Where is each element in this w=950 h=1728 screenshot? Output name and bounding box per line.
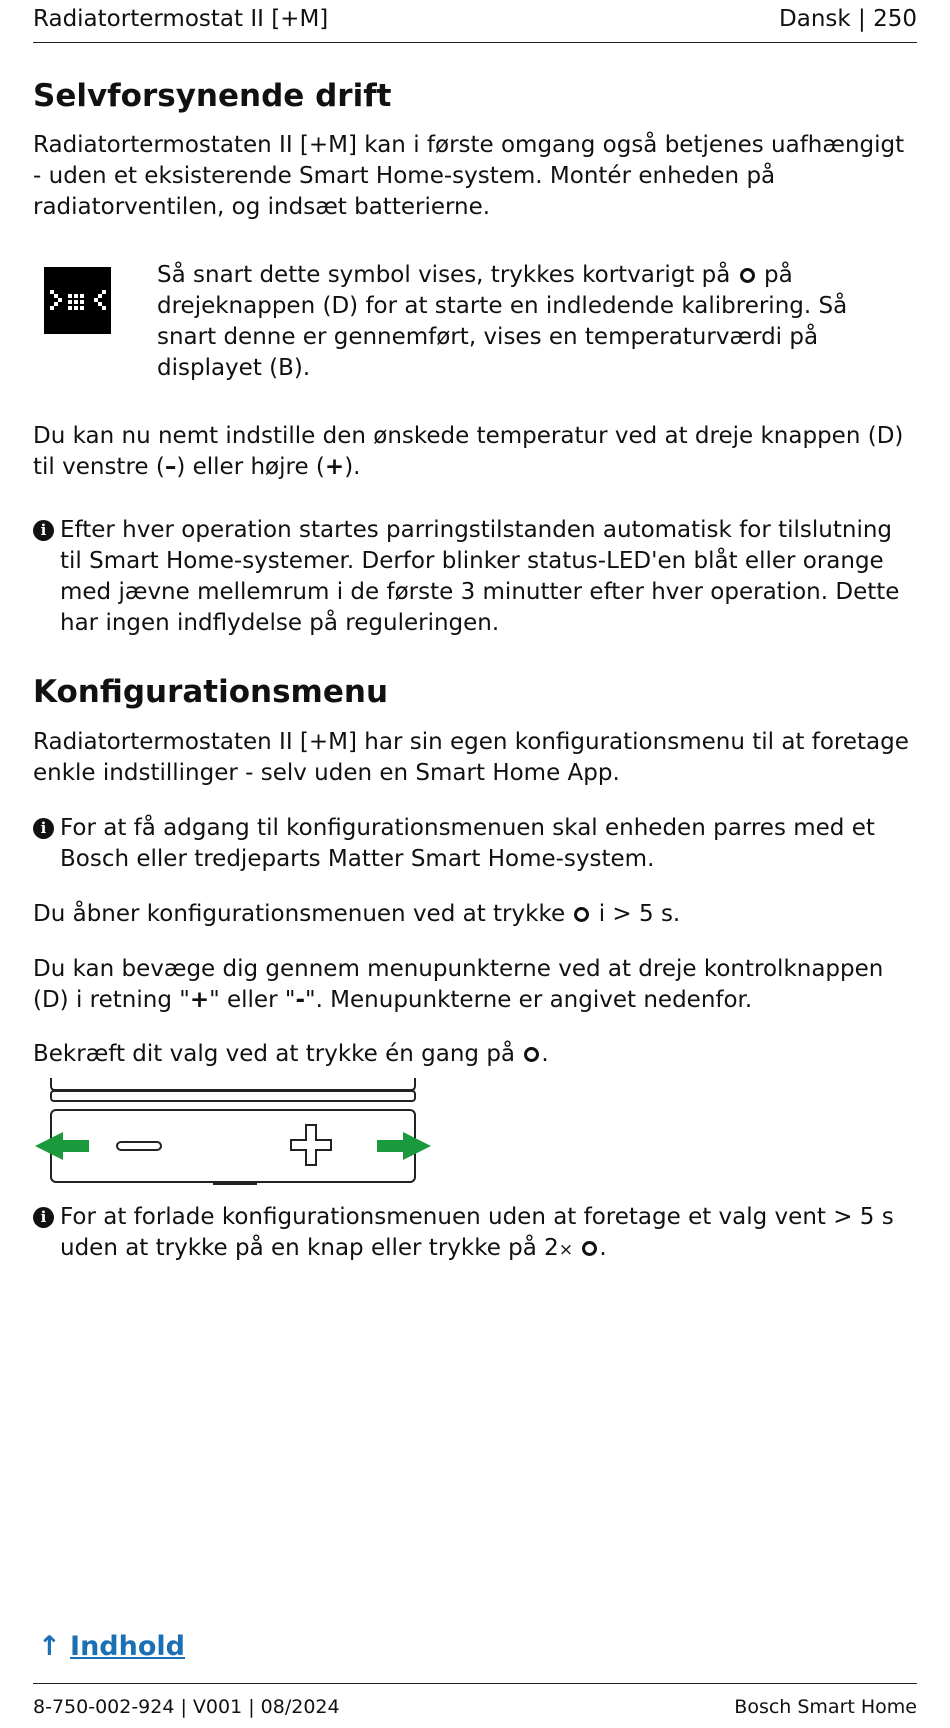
calibration-instructions — [157, 260, 897, 384]
calibration-text-end: på drejeknappen (D) for at starte en indledende kalibrering. Så snart denne er gennemført, vises en temperaturværdi på displayet (B). — [157, 262, 848, 381]
up-arrow-icon: ↑ — [38, 1631, 61, 1662]
times-symbol: × — [558, 1240, 574, 1260]
minus-symbol: – — [164, 454, 177, 480]
language-page-number: Dansk | 250 — [779, 6, 917, 32]
page-header — [33, 0, 917, 43]
pairing-mode-note — [33, 515, 917, 639]
temperature-adjust-text: Du kan nu nemt indstille den ønskede temperatur ved at dreje knappen (D) til venstre (–) eller højre (+). — [33, 423, 904, 480]
button-ring-icon — [574, 907, 589, 922]
info-icon: i — [33, 818, 54, 839]
exit-config-note-text: For at forlade konfigurationsmenuen uden at foretage et valg vent > 5 s uden at trykke på en knap eller trykke på 2× . — [60, 1204, 894, 1261]
exit-config-note — [33, 1202, 917, 1266]
toc-link-label: Indhold — [70, 1631, 185, 1662]
document-id: 8-750-002-924 | V001 | 08/2024 — [33, 1696, 340, 1718]
page-footer — [33, 1683, 917, 1718]
plus-symbol: + — [189, 987, 210, 1013]
button-ring-icon — [524, 1047, 539, 1062]
open-config-menu-text: Du åbner konfigurationsmenuen ved at trykke i > 5 s. — [33, 901, 681, 927]
document-page — [33, 0, 917, 1728]
calibration-text-start: Så snart dette symbol vises, trykkes kortvarigt på — [157, 262, 731, 288]
config-access-note — [33, 813, 917, 875]
button-ring-icon — [582, 1241, 597, 1256]
brand-name: Bosch Smart Home — [734, 1696, 917, 1718]
info-icon: i — [33, 520, 54, 541]
pairing-mode-note-text: Efter hver operation startes parringstilstanden automatisk for tilslutning til Smart Home-systemer. Derfor blinker status-LED'en blåt eller orange med jævne mellemrum i de første 3 minutter efter hver operation. Dette har ingen indflydelse på reguleringen. — [60, 517, 900, 636]
plus-symbol: + — [324, 454, 345, 480]
navigate-menu-text: Du kan bevæge dig gennem menupunkterne ved at dreje kontrolknappen (D) i retning "+" eller "-". Menupunkterne er angivet nedenfor. — [33, 956, 884, 1013]
calibration-display-icon — [44, 267, 111, 334]
minus-symbol: - — [295, 987, 305, 1013]
control-knob-illustration — [33, 1078, 433, 1190]
info-icon: i — [33, 1207, 54, 1228]
section-heading-config-menu: Konfigurationsmenu — [33, 674, 389, 710]
button-ring-icon — [740, 268, 755, 283]
document-title: Radiatortermostat II [+M] — [33, 6, 329, 32]
confirm-selection-text: Bekræft dit valg ved at trykke én gang på . — [33, 1041, 549, 1067]
section-heading-self-sufficient: Selvforsynende drift — [33, 78, 392, 114]
self-sufficient-intro: Radiatortermostaten II [+M] kan i første omgang også betjenes uafhængigt - uden et eksisterende Smart Home-system. Montér enheden på radiatorventilen, og indsæt batterierne. — [33, 132, 905, 220]
config-menu-intro: Radiatortermostaten II [+M] har sin egen konfigurationsmenu til at foretage enkle indstillinger - selv uden en Smart Home App. — [33, 729, 909, 786]
config-access-note-text: For at få adgang til konfigurationsmenuen skal enheden parres med et Bosch eller tredjeparts Matter Smart Home-system. — [60, 815, 875, 872]
table-of-contents-link[interactable] — [38, 1631, 185, 1662]
